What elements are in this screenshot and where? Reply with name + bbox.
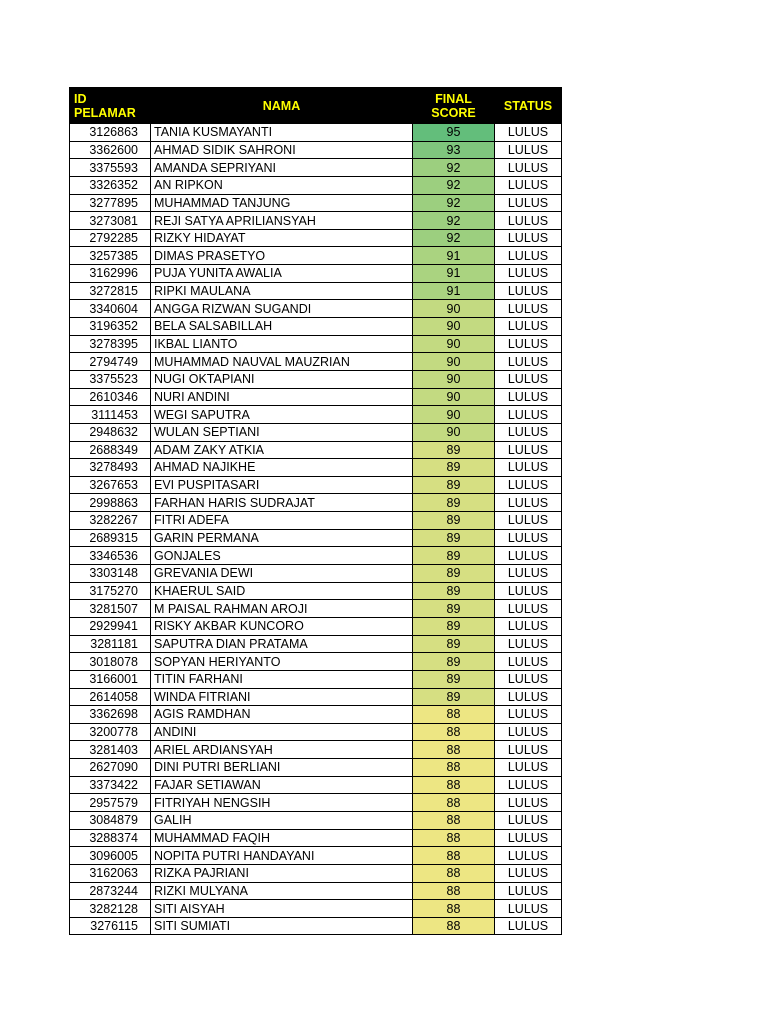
table-row [70,494,562,512]
cell-final-score: 90 [413,335,495,353]
cell-nama: AMANDA SEPRIYANI [151,159,413,177]
cell-final-score: 88 [413,811,495,829]
cell-final-score: 88 [413,706,495,724]
cell-status: LULUS [495,617,562,635]
cell-id-pelamar: 3375593 [70,159,151,177]
cell-final-score: 88 [413,882,495,900]
cell-final-score: 90 [413,406,495,424]
cell-nama: RISKY AKBAR KUNCORO [151,617,413,635]
cell-status: LULUS [495,847,562,865]
cell-final-score: 90 [413,318,495,336]
cell-nama: DIMAS PRASETYO [151,247,413,265]
cell-id-pelamar: 3166001 [70,670,151,688]
cell-id-pelamar: 3175270 [70,582,151,600]
table-row [70,547,562,565]
cell-nama: ADAM ZAKY ATKIA [151,441,413,459]
table-row [70,759,562,777]
cell-nama: NUGI OKTAPIANI [151,370,413,388]
table-row [70,370,562,388]
applicant-score-table [69,87,562,935]
cell-id-pelamar: 3273081 [70,212,151,230]
cell-nama: MUHAMMAD NAUVAL MAUZRIAN [151,353,413,371]
cell-final-score: 89 [413,441,495,459]
cell-id-pelamar: 3303148 [70,565,151,583]
cell-status: LULUS [495,476,562,494]
cell-nama: SOPYAN HERIYANTO [151,653,413,671]
table-row [70,794,562,812]
cell-nama: NURI ANDINI [151,388,413,406]
cell-status: LULUS [495,547,562,565]
cell-nama: REJI SATYA APRILIANSYAH [151,212,413,230]
cell-final-score: 89 [413,653,495,671]
cell-id-pelamar: 3111453 [70,406,151,424]
cell-id-pelamar: 3281507 [70,600,151,618]
cell-id-pelamar: 3340604 [70,300,151,318]
cell-final-score: 89 [413,635,495,653]
table-row [70,476,562,494]
cell-nama: FARHAN HARIS SUDRAJAT [151,494,413,512]
cell-status: LULUS [495,653,562,671]
cell-final-score: 89 [413,582,495,600]
cell-nama: ANDINI [151,723,413,741]
table-row [70,441,562,459]
cell-nama: SITI AISYAH [151,900,413,918]
cell-id-pelamar: 3375523 [70,370,151,388]
cell-nama: SITI SUMIATI [151,917,413,935]
cell-id-pelamar: 3200778 [70,723,151,741]
table-row [70,159,562,177]
table-row [70,512,562,530]
cell-id-pelamar: 2929941 [70,617,151,635]
cell-status: LULUS [495,670,562,688]
cell-nama: AGIS RAMDHAN [151,706,413,724]
cell-status: LULUS [495,529,562,547]
cell-final-score: 88 [413,917,495,935]
cell-status: LULUS [495,811,562,829]
table-row [70,176,562,194]
table-row [70,212,562,230]
cell-id-pelamar: 3278493 [70,459,151,477]
table-row [70,600,562,618]
table-row [70,917,562,935]
cell-final-score: 92 [413,159,495,177]
cell-final-score: 90 [413,423,495,441]
table-row [70,900,562,918]
cell-nama: IKBAL LIANTO [151,335,413,353]
cell-id-pelamar: 2610346 [70,388,151,406]
cell-id-pelamar: 2688349 [70,441,151,459]
table-row [70,847,562,865]
cell-final-score: 90 [413,300,495,318]
cell-nama: FITRI ADEFA [151,512,413,530]
cell-nama: M PAISAL RAHMAN AROJI [151,600,413,618]
cell-id-pelamar: 2794749 [70,353,151,371]
cell-nama: ANGGA RIZWAN SUGANDI [151,300,413,318]
table-row [70,688,562,706]
cell-nama: FAJAR SETIAWAN [151,776,413,794]
cell-status: LULUS [495,441,562,459]
cell-id-pelamar: 3362698 [70,706,151,724]
cell-final-score: 88 [413,723,495,741]
cell-status: LULUS [495,176,562,194]
table-row [70,229,562,247]
cell-id-pelamar: 3096005 [70,847,151,865]
cell-status: LULUS [495,565,562,583]
cell-nama: BELA SALSABILLAH [151,318,413,336]
cell-final-score: 88 [413,864,495,882]
cell-status: LULUS [495,318,562,336]
cell-nama: AHMAD SIDIK SAHRONI [151,141,413,159]
cell-nama: NOPITA PUTRI HANDAYANI [151,847,413,865]
table-row [70,406,562,424]
cell-final-score: 88 [413,829,495,847]
table-row [70,617,562,635]
cell-final-score: 88 [413,794,495,812]
table-row [70,388,562,406]
cell-id-pelamar: 2957579 [70,794,151,812]
cell-final-score: 91 [413,247,495,265]
cell-final-score: 89 [413,547,495,565]
cell-final-score: 95 [413,124,495,142]
cell-status: LULUS [495,459,562,477]
cell-id-pelamar: 3162063 [70,864,151,882]
cell-nama: GALIH [151,811,413,829]
table-row [70,811,562,829]
cell-id-pelamar: 3018078 [70,653,151,671]
cell-id-pelamar: 2627090 [70,759,151,777]
cell-status: LULUS [495,600,562,618]
cell-nama: GONJALES [151,547,413,565]
cell-status: LULUS [495,582,562,600]
table-row [70,300,562,318]
cell-final-score: 88 [413,741,495,759]
table-row [70,529,562,547]
cell-nama: ARIEL ARDIANSYAH [151,741,413,759]
cell-final-score: 89 [413,670,495,688]
cell-status: LULUS [495,247,562,265]
cell-status: LULUS [495,741,562,759]
cell-final-score: 89 [413,459,495,477]
cell-nama: GARIN PERMANA [151,529,413,547]
cell-nama: GREVANIA DEWI [151,565,413,583]
table-row [70,582,562,600]
cell-nama: WULAN SEPTIANI [151,423,413,441]
cell-nama: RIZKY HIDAYAT [151,229,413,247]
cell-nama: AN RIPKON [151,176,413,194]
cell-final-score: 89 [413,617,495,635]
cell-status: LULUS [495,265,562,283]
cell-status: LULUS [495,353,562,371]
cell-final-score: 92 [413,194,495,212]
cell-nama: KHAERUL SAID [151,582,413,600]
table-row [70,423,562,441]
cell-status: LULUS [495,370,562,388]
cell-id-pelamar: 3196352 [70,318,151,336]
table-row [70,265,562,283]
cell-nama: PUJA YUNITA AWALIA [151,265,413,283]
cell-status: LULUS [495,159,562,177]
cell-id-pelamar: 3326352 [70,176,151,194]
table-row [70,723,562,741]
cell-final-score: 88 [413,900,495,918]
cell-final-score: 93 [413,141,495,159]
cell-status: LULUS [495,759,562,777]
cell-status: LULUS [495,194,562,212]
table-row [70,670,562,688]
table-row [70,776,562,794]
cell-nama: WEGI SAPUTRA [151,406,413,424]
cell-final-score: 91 [413,265,495,283]
table-body [70,124,562,935]
cell-status: LULUS [495,864,562,882]
table-row [70,282,562,300]
cell-id-pelamar: 3278395 [70,335,151,353]
cell-final-score: 92 [413,212,495,230]
cell-status: LULUS [495,688,562,706]
cell-final-score: 90 [413,370,495,388]
cell-id-pelamar: 2948632 [70,423,151,441]
cell-status: LULUS [495,494,562,512]
table-row [70,335,562,353]
cell-status: LULUS [495,776,562,794]
cell-final-score: 90 [413,353,495,371]
cell-id-pelamar: 2998863 [70,494,151,512]
cell-id-pelamar: 3281403 [70,741,151,759]
cell-final-score: 89 [413,565,495,583]
cell-id-pelamar: 3277895 [70,194,151,212]
cell-nama: TANIA KUSMAYANTI [151,124,413,142]
cell-status: LULUS [495,635,562,653]
table-row [70,741,562,759]
cell-nama: DINI PUTRI BERLIANI [151,759,413,777]
cell-status: LULUS [495,124,562,142]
cell-nama: MUHAMMAD FAQIH [151,829,413,847]
cell-id-pelamar: 3282128 [70,900,151,918]
cell-final-score: 89 [413,494,495,512]
column-header-final-score: FINAL SCORE [413,88,495,124]
cell-status: LULUS [495,335,562,353]
cell-status: LULUS [495,723,562,741]
cell-status: LULUS [495,794,562,812]
cell-nama: TITIN FARHANI [151,670,413,688]
cell-id-pelamar: 3346536 [70,547,151,565]
table-row [70,706,562,724]
cell-final-score: 89 [413,600,495,618]
cell-nama: WINDA FITRIANI [151,688,413,706]
cell-status: LULUS [495,406,562,424]
table-row [70,565,562,583]
cell-nama: MUHAMMAD TANJUNG [151,194,413,212]
cell-final-score: 91 [413,282,495,300]
cell-nama: RIPKI MAULANA [151,282,413,300]
cell-id-pelamar: 3373422 [70,776,151,794]
table-row [70,864,562,882]
cell-id-pelamar: 2792285 [70,229,151,247]
cell-nama: SAPUTRA DIAN PRATAMA [151,635,413,653]
cell-status: LULUS [495,917,562,935]
cell-final-score: 92 [413,176,495,194]
cell-status: LULUS [495,882,562,900]
cell-final-score: 89 [413,529,495,547]
cell-final-score: 88 [413,847,495,865]
cell-nama: RIZKA PAJRIANI [151,864,413,882]
cell-nama: EVI PUSPITASARI [151,476,413,494]
column-header-status: STATUS [495,88,562,124]
table-row [70,829,562,847]
cell-id-pelamar: 3257385 [70,247,151,265]
table-header-row [70,88,562,124]
table-row [70,141,562,159]
cell-status: LULUS [495,141,562,159]
cell-status: LULUS [495,512,562,530]
cell-status: LULUS [495,423,562,441]
table-row [70,882,562,900]
cell-id-pelamar: 2614058 [70,688,151,706]
cell-id-pelamar: 3281181 [70,635,151,653]
cell-id-pelamar: 2873244 [70,882,151,900]
cell-nama: RIZKI MULYANA [151,882,413,900]
cell-id-pelamar: 3288374 [70,829,151,847]
cell-id-pelamar: 3272815 [70,282,151,300]
cell-nama: FITRIYAH NENGSIH [151,794,413,812]
cell-status: LULUS [495,300,562,318]
cell-id-pelamar: 3126863 [70,124,151,142]
column-header-nama: NAMA [151,88,413,124]
cell-status: LULUS [495,229,562,247]
table-row [70,635,562,653]
cell-id-pelamar: 3362600 [70,141,151,159]
cell-id-pelamar: 2689315 [70,529,151,547]
cell-id-pelamar: 3267653 [70,476,151,494]
cell-final-score: 88 [413,776,495,794]
cell-final-score: 88 [413,759,495,777]
table-row [70,124,562,142]
cell-final-score: 90 [413,388,495,406]
table-row [70,194,562,212]
cell-final-score: 89 [413,688,495,706]
cell-status: LULUS [495,900,562,918]
cell-final-score: 89 [413,512,495,530]
cell-status: LULUS [495,706,562,724]
cell-status: LULUS [495,212,562,230]
cell-id-pelamar: 3084879 [70,811,151,829]
table-row [70,247,562,265]
cell-id-pelamar: 3162996 [70,265,151,283]
cell-status: LULUS [495,829,562,847]
table-row [70,318,562,336]
cell-id-pelamar: 3276115 [70,917,151,935]
column-header-id: ID PELAMAR [70,88,151,124]
cell-nama: AHMAD NAJIKHE [151,459,413,477]
cell-id-pelamar: 3282267 [70,512,151,530]
cell-final-score: 92 [413,229,495,247]
cell-final-score: 89 [413,476,495,494]
cell-status: LULUS [495,388,562,406]
table-row [70,653,562,671]
cell-status: LULUS [495,282,562,300]
table-row [70,459,562,477]
table-row [70,353,562,371]
